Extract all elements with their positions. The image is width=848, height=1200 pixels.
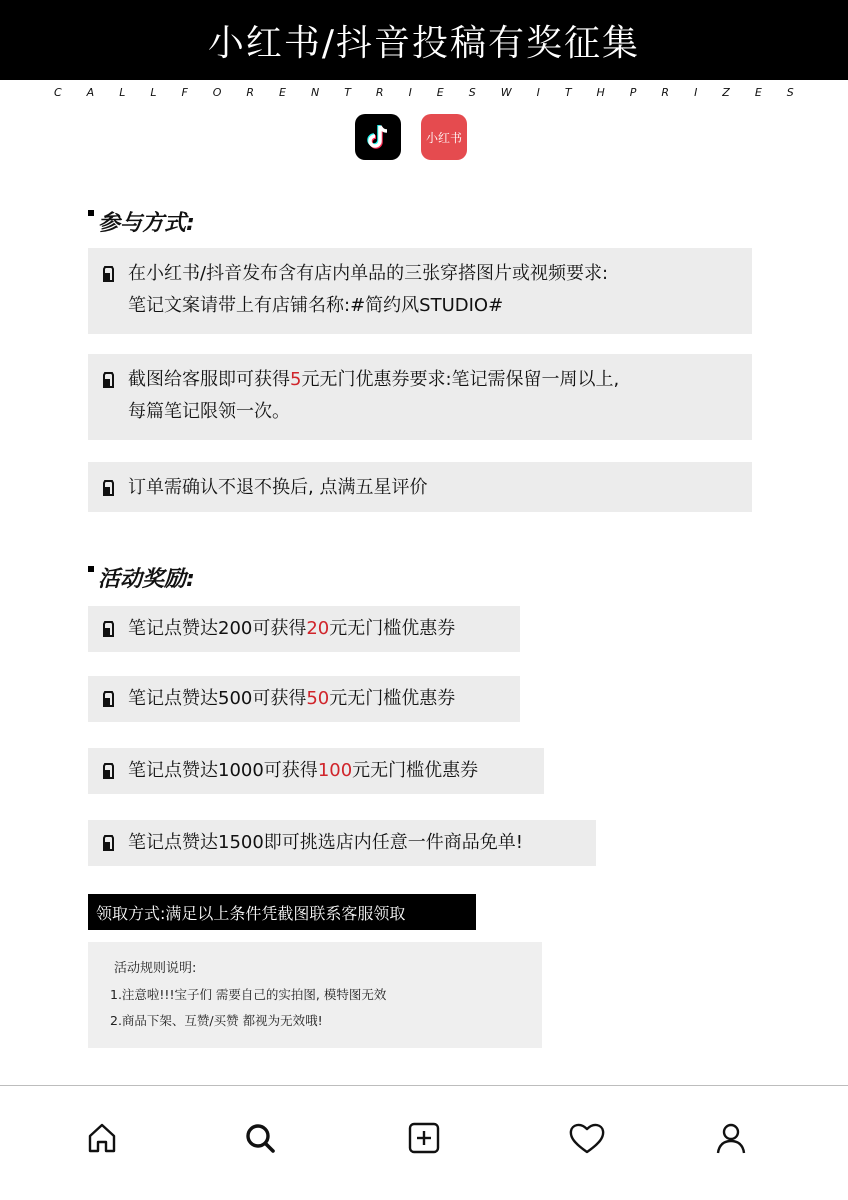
item-text-line: 笔记文案请带上有店铺名称:#简约风STUDIO#	[128, 295, 504, 316]
app-icons	[355, 114, 467, 160]
subtitle-letter: E	[754, 86, 762, 99]
participation-item-3	[88, 462, 752, 512]
highlight-amount: 100	[317, 760, 353, 781]
price-tag-icon	[102, 827, 124, 859]
subtitle-letter: N	[310, 86, 320, 99]
item-text-pre: 笔记点赞达1000可获得	[128, 760, 318, 781]
search-icon[interactable]	[240, 1118, 280, 1158]
highlight-amount: 5	[290, 369, 302, 390]
section-title-rewards	[88, 562, 195, 593]
item-text-pre: 截图给客服即可获得	[128, 369, 290, 390]
bullet-square	[88, 210, 94, 216]
rule-line: 1.注意啦!!!宝子们 需要自己的实拍图, 模特图无效	[110, 987, 387, 1002]
subtitle-letter: S	[786, 86, 794, 99]
price-tag-icon	[102, 683, 124, 715]
price-tag-icon	[102, 258, 124, 290]
subtitle-letter: R	[375, 86, 384, 99]
subtitle-letter: E	[279, 86, 286, 99]
item-text-post: 元无门槛优惠券	[329, 688, 456, 709]
item-text-line: 在小红书/抖音发布含有店内单品的三张穿搭图片或视频要求:	[128, 263, 609, 284]
item-text-pre: 笔记点赞达1500即可挑选店内任意一件商品免单!	[128, 832, 524, 853]
rules-title: 活动规则说明:	[114, 961, 197, 976]
section-title-participation	[88, 206, 195, 237]
item-text-post: 元无门槛优惠券	[352, 760, 479, 781]
item-text-line: 订单需确认不退不换后, 点满五星评价	[128, 477, 428, 498]
subtitle-letter: O	[212, 86, 222, 99]
subtitle-letter: P	[629, 86, 637, 99]
claim-method-banner: 领取方式:满足以上条件凭截图联系客服领取	[88, 894, 476, 930]
subtitle-letter: C	[54, 86, 62, 99]
section-title-text: 活动奖励:	[98, 567, 195, 592]
item-text-line	[128, 827, 523, 859]
reward-item-4	[88, 820, 596, 866]
subtitle-letter: A	[86, 86, 95, 99]
price-tag-icon	[102, 364, 124, 396]
xiaohongshu-logo-icon	[421, 114, 467, 160]
heart-icon[interactable]	[567, 1118, 607, 1158]
bottom-tab-bar	[0, 1085, 848, 1200]
item-text-pre: 笔记点赞达500可获得	[128, 688, 307, 709]
subtitle-letter: R	[661, 86, 670, 99]
item-text-line	[128, 683, 455, 715]
page-title: 小红书/抖音投稿有奖征集	[207, 22, 641, 64]
profile-icon[interactable]	[711, 1118, 751, 1158]
subtitle-letter: E	[436, 86, 444, 99]
subtitle-letter: F	[181, 86, 188, 99]
item-text-line	[128, 364, 619, 396]
subtitle-letter: L	[150, 86, 157, 99]
item-text-line	[128, 613, 455, 645]
subtitle-letter: I	[408, 86, 412, 99]
reward-item-3	[88, 748, 544, 794]
bullet-square	[88, 566, 94, 572]
subtitle-letter: H	[596, 86, 605, 99]
home-icon[interactable]	[82, 1118, 122, 1158]
item-text-pre: 笔记点赞达200可获得	[128, 618, 307, 639]
subtitle-letter: W	[500, 86, 512, 99]
item-text-post: 元无门优惠券要求:笔记需保留一周以上,	[301, 369, 620, 390]
add-post-icon[interactable]	[404, 1118, 444, 1158]
subtitle-letter: Z	[722, 86, 730, 99]
subtitle-letter: S	[468, 86, 476, 99]
section-title-text: 参与方式:	[98, 211, 195, 236]
reward-item-2	[88, 676, 520, 722]
highlight-amount: 50	[306, 688, 330, 709]
item-text-line: 每篇笔记限领一次。	[128, 401, 290, 422]
item-text-line	[128, 755, 478, 787]
subtitle-letter: R	[246, 86, 255, 99]
xiaohongshu-logo-text: 小红书	[425, 130, 462, 145]
subtitle-letter: T	[344, 86, 351, 99]
header-bar	[0, 0, 848, 80]
participation-item-2	[88, 354, 752, 440]
price-tag-icon	[102, 613, 124, 645]
rule-line: 2.商品下架、互赞/买赞 都视为无效哦!	[110, 1013, 323, 1028]
price-tag-icon	[102, 472, 124, 504]
subtitle-call-for-entries	[0, 86, 848, 108]
item-text-post: 元无门槛优惠券	[329, 618, 456, 639]
subtitle-letter: I	[694, 86, 698, 99]
subtitle-letter: T	[564, 86, 572, 99]
subtitle-letter: I	[536, 86, 540, 99]
subtitle-letter: L	[119, 86, 126, 99]
price-tag-icon	[102, 755, 124, 787]
rules-box	[88, 942, 542, 1048]
tiktok-logo-icon	[355, 114, 401, 160]
reward-item-1	[88, 606, 520, 652]
participation-item-1	[88, 248, 752, 334]
highlight-amount: 20	[306, 618, 330, 639]
